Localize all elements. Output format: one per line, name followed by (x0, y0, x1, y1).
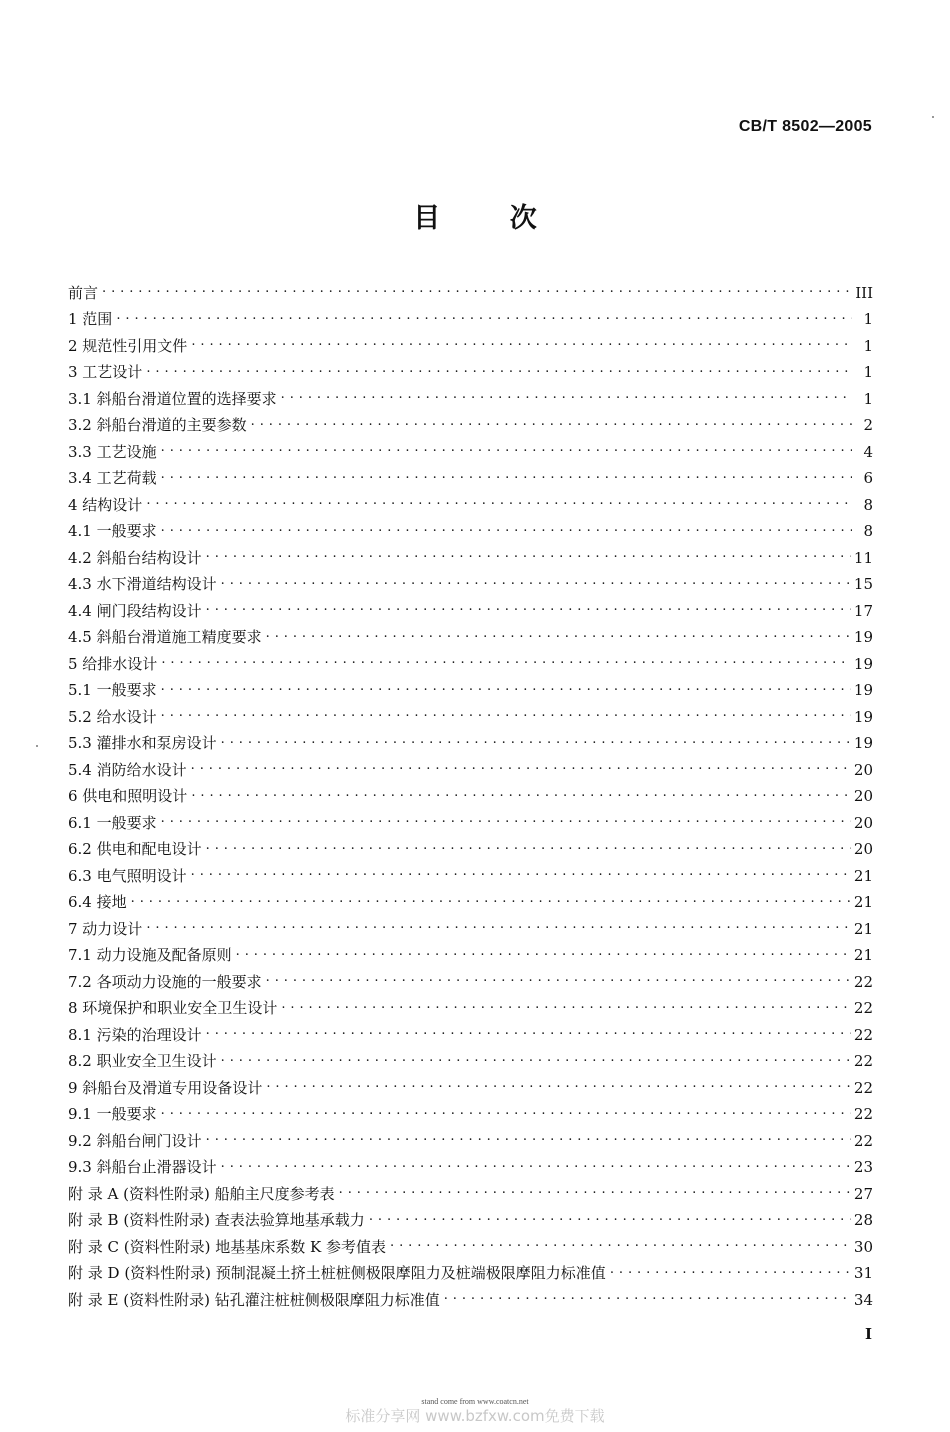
toc-entry-page: 8 (863, 495, 873, 514)
toc-entry (68, 546, 873, 573)
toc-entry-label: 7.2 各项动力设施的一般要求 (68, 972, 262, 991)
toc-dot-leader (221, 573, 851, 590)
toc-dot-leader (116, 308, 852, 325)
toc-entry-label: 8 环境保护和职业安全卫生设计 (68, 999, 278, 1017)
toc-entry-label: 6.2 供电和配电设计 (68, 840, 202, 858)
toc-entry-page: 20 (853, 760, 873, 779)
source-note: stand come from www.coatcn.net (421, 1397, 529, 1406)
toc-entry-page: 30 (853, 1237, 873, 1256)
toc-entry-label: 1 范围 (68, 310, 113, 328)
toc-entry-page: 27 (853, 1184, 873, 1203)
toc-entry-label: 6 供电和照明设计 (68, 787, 188, 805)
toc-entry-page: 21 (853, 866, 873, 885)
toc-dot-leader (221, 1050, 851, 1067)
toc-entry-page: 20 (853, 787, 873, 805)
toc-dot-leader (161, 705, 851, 722)
toc-entry-page: 19 (853, 681, 873, 699)
toc-entry-page: 15 (853, 575, 873, 593)
toc-entry-label: 9.2 斜船台闸门设计 (68, 1131, 202, 1150)
toc-dot-leader (161, 652, 851, 669)
toc-entry-label: 5.3 灌排水和泵房设计 (68, 734, 217, 752)
toc-dot-leader (339, 1182, 851, 1199)
toc-entry-page: 1 (863, 336, 873, 355)
toc-entry-label: 7.1 动力设施及配备原则 (68, 946, 232, 964)
toc-entry (68, 1023, 873, 1050)
scan-speck (36, 745, 38, 747)
toc-dot-leader (236, 944, 851, 961)
toc-entry-page: 21 (853, 919, 873, 938)
toc-entry-page: 17 (853, 601, 873, 620)
toc-entry (68, 811, 873, 838)
toc-dot-leader (206, 1129, 851, 1146)
page-title: 目 次 (413, 203, 567, 234)
toc-entry (68, 1288, 873, 1315)
toc-entry (68, 1050, 873, 1077)
watermark-text: 标准分享网 www.bzfxw.com免费下载 (345, 1407, 605, 1425)
toc-entry (68, 1129, 873, 1156)
toc-entry-page: 21 (853, 946, 873, 964)
toc-dot-leader (161, 440, 852, 457)
table-of-contents (68, 281, 873, 1315)
toc-entry-page: 11 (853, 548, 873, 567)
toc-dot-leader (191, 758, 851, 775)
toc-dot-leader (221, 732, 851, 749)
toc-entry-label: 5 给排水设计 (68, 654, 158, 673)
toc-entry-page: 8 (863, 522, 873, 540)
toc-entry-page: 22 (853, 972, 873, 991)
toc-dot-leader (266, 970, 851, 987)
toc-entry-page: 20 (853, 813, 873, 832)
toc-entry (68, 1235, 873, 1262)
toc-entry-page: 6 (863, 469, 873, 487)
toc-dot-leader (191, 864, 851, 881)
toc-entry-label: 3.1 斜船台滑道位置的选择要求 (68, 389, 277, 408)
toc-entry-page: 19 (853, 654, 873, 673)
toc-entry (68, 679, 873, 706)
toc-entry-label: 9.3 斜船台止滑器设计 (68, 1158, 217, 1176)
toc-entry (68, 705, 873, 732)
toc-entry (68, 361, 873, 388)
toc-dot-leader (206, 838, 851, 855)
toc-entry (68, 1209, 873, 1236)
toc-dot-leader (610, 1262, 851, 1279)
toc-entry-label: 3.3 工艺设施 (68, 442, 157, 461)
toc-entry-label: 附 录 C (资料性附录) 地基基床系数 K 参考值表 (68, 1237, 386, 1256)
toc-entry-page: 22 (853, 1052, 873, 1070)
toc-entry-label: 6.3 电气照明设计 (68, 866, 187, 885)
toc-entry-page: III (855, 283, 873, 302)
toc-entry-label: 9.1 一般要求 (68, 1105, 157, 1123)
toc-entry-label: 附 录 A (资料性附录) 船舶主尺度参考表 (68, 1184, 335, 1203)
toc-entry (68, 493, 873, 520)
toc-entry-page: 20 (853, 840, 873, 858)
toc-entry-page: 34 (853, 1290, 873, 1309)
toc-entry (68, 308, 873, 335)
toc-entry-label: 8.1 污染的治理设计 (68, 1025, 202, 1044)
toc-dot-leader (102, 281, 852, 298)
toc-entry (68, 1076, 873, 1103)
toc-dot-leader (221, 1156, 851, 1173)
toc-entry (68, 917, 873, 944)
toc-entry-label: 6.1 一般要求 (68, 813, 157, 832)
scan-speck (932, 116, 934, 118)
toc-dot-leader (266, 1076, 851, 1093)
toc-dot-leader (444, 1288, 851, 1305)
toc-entry-label: 3 工艺设计 (68, 363, 143, 381)
toc-dot-leader (206, 546, 851, 563)
toc-entry (68, 626, 873, 653)
toc-entry (68, 440, 873, 467)
toc-dot-leader (161, 811, 851, 828)
toc-entry-label: 5.1 一般要求 (68, 681, 157, 699)
toc-entry-page: 22 (853, 1025, 873, 1044)
toc-entry (68, 785, 873, 812)
toc-dot-leader (191, 334, 852, 351)
toc-entry (68, 732, 873, 759)
toc-dot-leader (281, 997, 851, 1014)
toc-entry-page: 23 (853, 1158, 873, 1176)
toc-entry (68, 520, 873, 547)
toc-entry-label: 3.4 工艺荷载 (68, 469, 157, 487)
toc-dot-leader (161, 1103, 851, 1120)
toc-entry-label: 5.2 给水设计 (68, 707, 157, 726)
toc-entry-label: 4 结构设计 (68, 495, 143, 514)
toc-entry-label: 4.2 斜船台结构设计 (68, 548, 202, 567)
toc-entry (68, 1182, 873, 1209)
toc-entry-label: 3.2 斜船台滑道的主要参数 (68, 416, 247, 434)
toc-entry-page: 19 (853, 628, 873, 646)
toc-entry (68, 573, 873, 600)
toc-entry-page: 28 (853, 1211, 873, 1229)
toc-entry-page: 2 (863, 416, 873, 434)
toc-entry (68, 838, 873, 865)
toc-entry (68, 599, 873, 626)
toc-entry (68, 997, 873, 1024)
toc-dot-leader (146, 361, 852, 378)
toc-entry (68, 1156, 873, 1183)
toc-dot-leader (161, 467, 852, 484)
toc-entry-page: 1 (863, 363, 873, 381)
toc-entry (68, 891, 873, 918)
toc-entry-label: 附 录 D (资料性附录) 预制混凝土挤土桩桩侧极限摩阻力及桩端极限摩阻力标准值 (68, 1264, 606, 1282)
toc-dot-leader (206, 1023, 851, 1040)
toc-entry-page: 22 (853, 1078, 873, 1097)
toc-entry (68, 281, 873, 308)
toc-entry (68, 387, 873, 414)
standard-code: CB/T 8502—2005 (738, 118, 872, 135)
toc-entry (68, 1103, 873, 1130)
toc-entry-page: 22 (853, 1131, 873, 1150)
toc-dot-leader (251, 414, 852, 431)
toc-entry-label: 4.1 一般要求 (68, 522, 157, 540)
toc-entry-label: 附 录 B (资料性附录) 查表法验算地基承载力 (68, 1211, 365, 1229)
toc-entry-label: 7 动力设计 (68, 919, 143, 938)
toc-dot-leader (206, 599, 851, 616)
toc-dot-leader (161, 520, 852, 537)
toc-entry (68, 944, 873, 971)
toc-entry-page: 22 (853, 1105, 873, 1123)
toc-dot-leader (281, 387, 852, 404)
page-number: I (864, 1325, 872, 1343)
toc-dot-leader (390, 1235, 851, 1252)
toc-entry-page: 19 (853, 707, 873, 726)
toc-entry-label: 前言 (68, 283, 99, 302)
toc-entry-label: 4.4 闸门段结构设计 (68, 601, 202, 620)
toc-entry-label: 4.3 水下滑道结构设计 (68, 575, 217, 593)
toc-dot-leader (369, 1209, 851, 1226)
toc-entry (68, 864, 873, 891)
toc-entry-label: 9 斜船台及滑道专用设备设计 (68, 1078, 263, 1097)
toc-dot-leader (146, 917, 851, 934)
toc-entry-page: 19 (853, 734, 873, 752)
toc-entry-page: 21 (853, 893, 873, 911)
toc-entry-label: 8.2 职业安全卫生设计 (68, 1052, 217, 1070)
toc-entry-label: 2 规范性引用文件 (68, 336, 188, 355)
toc-entry-page: 31 (853, 1264, 873, 1282)
toc-entry (68, 414, 873, 441)
toc-entry-label: 附 录 E (资料性附录) 钻孔灌注桩桩侧极限摩阻力标准值 (68, 1290, 440, 1309)
toc-entry-page: 1 (863, 310, 873, 328)
toc-entry (68, 1262, 873, 1289)
toc-entry (68, 652, 873, 679)
toc-entry (68, 970, 873, 997)
toc-dot-leader (191, 785, 851, 802)
toc-dot-leader (146, 493, 852, 510)
toc-entry-page: 4 (863, 442, 873, 461)
toc-entry (68, 334, 873, 361)
toc-dot-leader (266, 626, 851, 643)
toc-entry-page: 1 (863, 389, 873, 408)
toc-dot-leader (131, 891, 851, 908)
toc-dot-leader (161, 679, 851, 696)
toc-entry-page: 22 (853, 999, 873, 1017)
toc-entry-label: 5.4 消防给水设计 (68, 760, 187, 779)
toc-entry (68, 758, 873, 785)
toc-entry-label: 4.5 斜船台滑道施工精度要求 (68, 628, 262, 646)
toc-entry-label: 6.4 接地 (68, 893, 127, 911)
toc-entry (68, 467, 873, 494)
